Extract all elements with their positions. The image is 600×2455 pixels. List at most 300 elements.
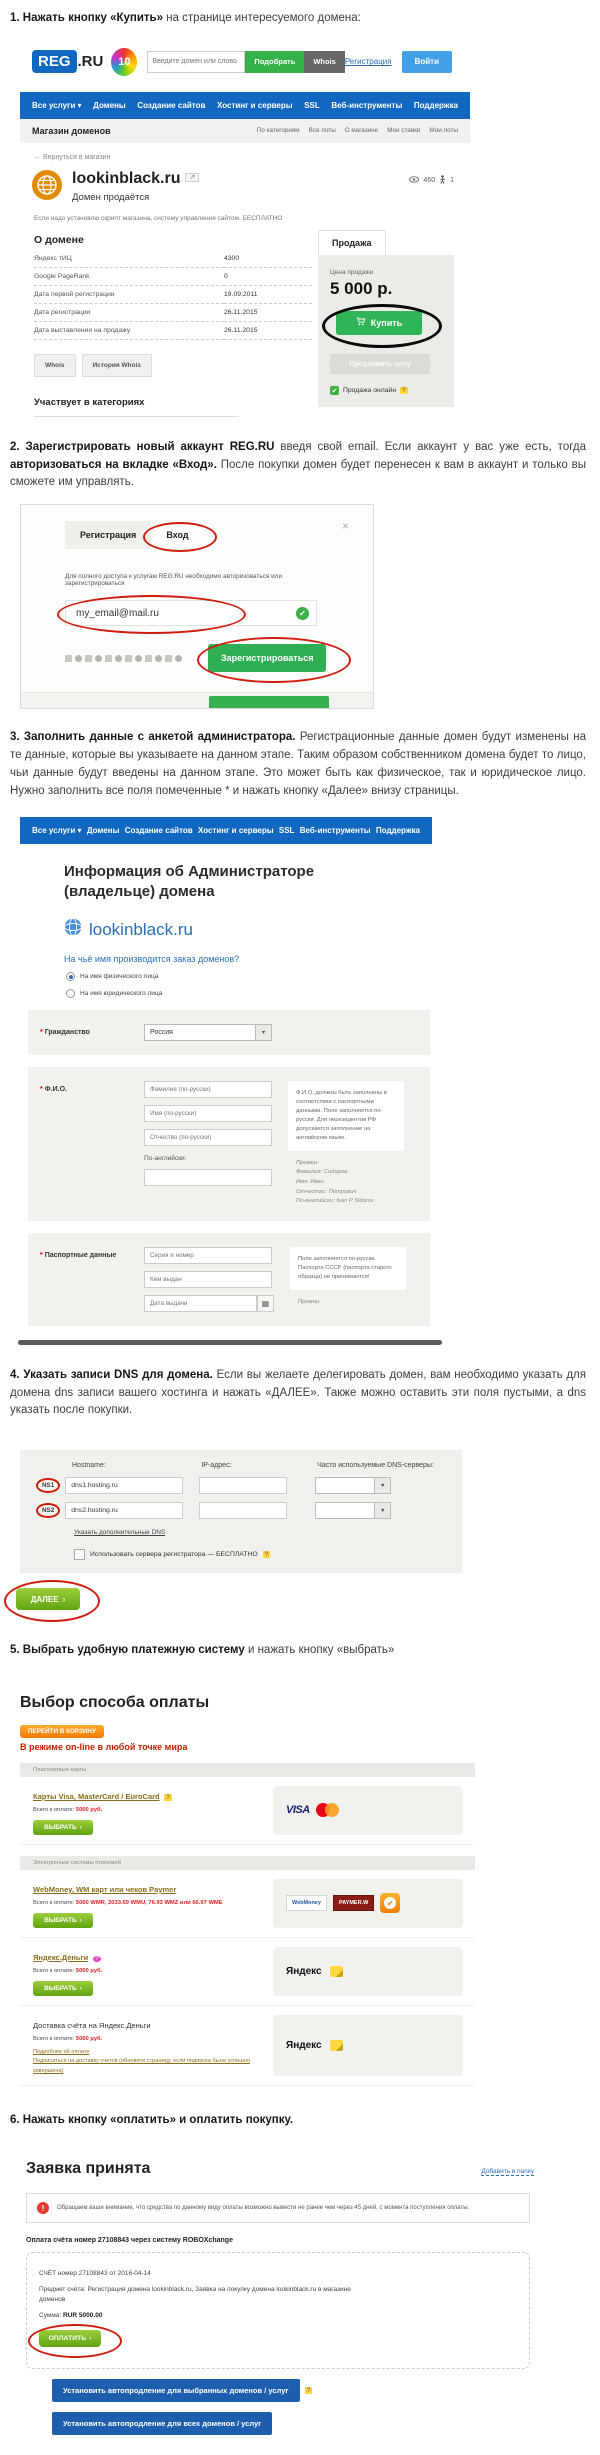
autorenew-all-row [26,2412,600,2435]
patronymic-field[interactable] [144,1129,272,1146]
example-label: Пример: [296,1159,319,1166]
about-domain-title: О домене [34,233,84,246]
ns2-hostname-input[interactable] [65,1502,183,1519]
domain-globe-icon [32,170,62,200]
bill-subject-line: Предмет счёта: Регистрация домена lookinblack.ru, Заявка на покупку домена lookinblack.ru в магазине доменов [39,2286,351,2303]
sale-column [318,230,454,417]
select-arrow-icon: ▼ [374,1503,390,1518]
regru-logo[interactable] [32,50,103,73]
sale-tab[interactable]: Продажа [318,230,386,255]
citizenship-section [28,1010,430,1055]
nav-ssl[interactable]: SSL [278,825,295,835]
horizontal-scrollbar[interactable] [18,1340,442,1345]
table-row [34,267,312,285]
registrar-servers-label: Использовать сервера регистратора — БЕСПЛАТНО [90,1551,258,1559]
payment-details-link[interactable]: Подробнее об оплате [33,2048,90,2055]
firstname-field[interactable] [144,1105,272,1122]
help-question-icon[interactable]: ? [264,1551,269,1559]
radio-individual-label: На имя физического лица [80,973,159,980]
ns1-circled-label: NS1 [36,1478,60,1493]
online-sale-row [330,386,442,395]
table-row [34,321,312,339]
step-2-instruction [10,439,586,492]
eye-icon [409,176,419,185]
info-label: Яндекс тИЦ [34,250,224,268]
add-to-folder-link[interactable]: Добавить в папку [481,2168,534,2176]
registration-link[interactable]: Регистрация [344,57,392,67]
nav-site-creation[interactable]: Создание сайтов [124,825,193,835]
autorenew-selected-row [26,2379,600,2402]
step-4-bold: 4. Указать записи DNS для домена. [10,1368,213,1381]
social-login-icon[interactable] [75,655,82,662]
whois-history-button[interactable]: История Whois [82,354,152,377]
registrar-servers-checkbox[interactable] [74,1549,85,1560]
passport-serial-field[interactable] [144,1247,272,1264]
step-2-bold1: 2. Зарегистрировать новый аккаунт REG.RU [10,440,275,453]
sum-value: RUR 5000.00 [63,2311,103,2319]
ns2-circled-label: NS2 [36,1503,60,1518]
surname-field[interactable] [144,1081,272,1098]
yandex-invoice-total [33,2036,273,2042]
passport-label-text: Паспортные данные [44,1251,117,1259]
webmoney-logo: WebMoney [286,1895,327,1911]
external-link-icon[interactable]: ↗ [185,173,199,182]
admin-domain-row [64,918,600,941]
exclamation-icon: ! [37,2202,49,2214]
social-login-icon[interactable] [165,655,172,662]
valid-check-icon: ✔ [296,607,309,620]
radio-individual[interactable] [66,972,600,981]
calendar-icon[interactable]: ▦ [257,1295,274,1312]
required-asterisk: * [40,1086,43,1093]
sum-label: Сумма: [39,2311,62,2319]
group-plastic-cards: Пластиковые карты [20,1763,475,1777]
yandex-logo: Яндекс [286,2040,322,2052]
domain-status: Домен продаётся [72,191,150,203]
nav-hosting[interactable]: Хостинг и серверы [216,100,293,110]
shop-title: Магазин доменов [32,125,111,136]
social-login-icon[interactable] [105,655,112,662]
autorenew-selected-button[interactable]: Установить автопродление для выбранных доменов / услуг [52,2379,300,2402]
info-value: 19.09.2011 [224,285,312,303]
buy-button[interactable] [336,311,422,335]
yandex-question-icon[interactable]: ? [93,1956,101,1962]
total-label: Всего к оплате: [33,1806,75,1813]
step-1-instruction [10,10,586,28]
passport-help-text: Поле заполняется по-русски. Паспорта СССР (паспорта старого образца) не принимаются! [290,1247,406,1290]
categories-title: Участвует в категориях [34,397,239,417]
step-4-rest: Если вы желаете делегировать домен, вам необходимо указать для домена dns записи вашего хостинга и нажать «ДАЛЕЕ». Также можно оставить эти поля пустыми, а dns указать после покупки. [10,1368,586,1417]
globe-icon [64,918,82,941]
pay-button-area [39,2330,129,2356]
yandex-total [33,1968,273,1974]
back-to-shop-link[interactable] [34,154,600,161]
info-value: 26.11.2015 [224,303,312,321]
auth-area [345,51,452,73]
next-arrow-icon: › [79,1916,82,1924]
admin-form-title: Информация об Администраторе (владельце) домена [64,862,315,900]
total-price: 5000 WMR, 2033.59 WMU, 76.93 WMZ или 66.97 WME [75,1899,223,1906]
select-label: ВЫБРАТЬ [44,1984,77,1992]
sale-panel [318,255,454,408]
sale-price: 5 000 р. [330,278,393,298]
total-price: 5000 руб. [75,2035,103,2042]
visa-logo: VISA [286,1804,310,1817]
passport-date-field[interactable] [144,1295,257,1312]
step-2-text1: введя свой email. Если аккаунт у вас уже есть, тогда [274,440,586,453]
seller-note: Если надо установлю скрипт магазина, систему управления сайтом. БЕСПЛАТНО [34,214,283,222]
invoice-screenshot [0,2160,600,2435]
example-line: Имя: Иван [296,1179,324,1186]
info-value: 26.11.2015 [224,321,312,339]
social-login-icon[interactable] [85,655,92,662]
select-label: ВЫБРАТЬ [44,1823,77,1831]
webmoney-total [33,1900,273,1906]
step-3-instruction [10,729,586,800]
social-login-icon[interactable] [135,655,142,662]
select-yandex-button[interactable] [33,1981,93,1996]
required-asterisk: * [40,1251,43,1259]
ns1-ip-input[interactable] [199,1477,287,1494]
radio-legal-entity[interactable] [66,989,600,998]
nav-domains[interactable]: Домены [86,825,120,835]
autorenew-all-button[interactable]: Установить автопродление для всех доменов / услуг [52,2412,272,2435]
register-button-area [208,644,326,672]
yandex-invoice-info [33,2015,273,2077]
select-arrow-icon: ▼ [374,1478,390,1493]
domain-info-column [34,222,318,417]
visa-method-link[interactable]: Карты Visa, MasterCard / EuroCard [33,1791,160,1801]
invoice-payment-heading: Оплата счёта номер 27108843 через систему ROBOXchange [26,2237,233,2245]
total-price: 5000 руб. [75,1967,103,1974]
main-nav [20,92,470,119]
info-value: 4300 [224,250,312,268]
yandex-logo-box [273,2015,463,2077]
info-label: Дата выставления на продажу [34,321,224,339]
select-arrow-icon: ▼ [255,1025,271,1040]
regru-domain-page-screenshot [0,36,600,417]
payment-method-yandex [20,1938,475,2006]
logo-reg-text: REG [32,50,77,73]
social-login-icon[interactable] [175,655,182,662]
social-login-icons [65,655,182,662]
passport-section [28,1233,430,1326]
yandex-wallet-icon [330,1966,343,1977]
nav-all-services-label: Все услуги [32,825,76,835]
step-4-instruction [10,1367,586,1420]
payment-warning [26,2193,530,2223]
total-label: Всего к оплате: [33,1899,75,1906]
next-button[interactable] [16,1588,80,1610]
payment-method-visa [20,1777,475,1845]
fio-example [296,1159,404,1207]
payment-method-yandex-invoice [20,2006,475,2087]
paymer-logo: PAYMER.W [333,1895,374,1911]
nav-all-services[interactable] [32,101,82,110]
tab-login-wrap [151,521,203,549]
go-to-cart-button[interactable]: ПЕРЕЙТИ В КОРЗИНУ [20,1725,104,1738]
step-2-bold2: авторизоваться на вкладке «Вход». [10,458,217,471]
fio-help-column [288,1081,404,1207]
dns-servers-header: Часто используемые DNS-серверы: [317,1462,434,1470]
modal-tabs [65,521,373,549]
page-bottom-spacer [0,2435,600,2455]
email-input[interactable] [74,607,248,620]
english-label: По-английски: [144,1155,187,1162]
whois-buttons [34,354,318,377]
citizenship-select[interactable] [144,1024,272,1041]
step-3-rest: Регистрационные данные домен будут изменены на те данные, которые вы указываете на данном этапе. Таким образом собственником домена будет то лицо, чьи данные будут введены на данном этапе. Это может быть как физическое, так и юридическое лицо. Нужно заполнить все поля помеченные * и нажать кнопку «Далее» внизу страницы. [10,731,586,797]
yandex-wallet-icon [330,2040,343,2051]
help-question-icon[interactable]: ? [306,2387,311,2395]
check-glyph: ✔ [384,1897,396,1909]
bill-sum-line [39,2311,359,2321]
domain-header [32,170,454,203]
cart-icon [356,317,366,328]
pick-domain-button[interactable]: Подобрать [245,51,304,73]
ip-header: IP-адрес: [201,1462,232,1470]
next-arrow-icon: › [89,2335,92,2343]
back-to-shop-label: Вернуться в магазин [42,153,111,161]
info-label: Дата первой регистрации [34,285,224,303]
anniversary-badge-icon [111,48,137,76]
passport-issued-field[interactable] [144,1271,272,1288]
offer-price-button[interactable]: Предложить цену [330,354,430,374]
webmoney-method-link[interactable]: WebMoney, WM карт или чеков Paymer [33,1884,177,1894]
online-note: В режиме on-line в любой точке мира [20,1741,188,1752]
social-login-icon[interactable] [155,655,162,662]
total-price: 5000 руб. [75,1806,103,1813]
ns1-hostname-input[interactable] [65,1477,183,1494]
close-icon[interactable]: × [341,519,349,534]
nav-support[interactable]: Поддержка [375,825,420,835]
visa-mc-logos [273,1786,463,1835]
nav-hosting[interactable]: Хостинг и серверы [198,825,274,835]
invoice-links [33,2048,263,2077]
passport-date-row [144,1295,274,1312]
nav-all-services-label: Все услуги [32,100,76,110]
step-3-bold: 3. Заполнить данные с анкетой администратора. [10,731,296,744]
ns2-common-dns-select[interactable] [315,1502,391,1519]
nav-all-services[interactable] [32,826,82,835]
citizenship-value: Россия [150,1029,173,1036]
passport-inputs [144,1247,274,1312]
nav-domains[interactable]: Домены [93,100,126,110]
select-webmoney-button[interactable] [33,1913,93,1928]
ns2-ip-input[interactable] [199,1502,287,1519]
tab-registration[interactable]: Регистрация [65,521,151,549]
domain-info-table [34,250,312,340]
radio-legal-label: На имя юридического лица [80,990,163,997]
views-count: 460 [423,176,436,184]
fio-label-text: Ф.И.О. [44,1086,67,1093]
registrar-servers-row [74,1549,462,1560]
back-arrow-icon: ← [34,153,41,161]
email-field [65,600,317,626]
modal-underlay [21,692,373,708]
visa-method-info [33,1786,273,1835]
buy-button-area [330,311,442,341]
payment-method-webmoney [20,1870,475,1938]
login-button[interactable]: Войти [402,51,452,73]
nav-web-tools[interactable]: Веб-инструменты [331,100,403,110]
nav-support[interactable]: Поддержка [413,100,458,110]
payment-title: Выбор способа оплаты [20,1693,210,1711]
passport-example-label: Пример: [298,1298,321,1305]
example-line: По-английски: Ivan P Sidorov [296,1198,374,1205]
regru-header [32,36,452,88]
nav-site-creation[interactable]: Создание сайтов [137,100,206,110]
whois-header-button[interactable]: Whois [304,51,345,73]
citizenship-label-text: Гражданство [44,1029,90,1036]
caret-down-icon: ▾ [77,100,82,110]
tab-login[interactable]: Вход [166,530,189,541]
fio-inputs [144,1081,272,1186]
pay-button[interactable] [39,2330,101,2347]
visa-total [33,1807,273,1813]
fio-help-text: Ф.И.О. должны быть заполнены в соответствии с паспортными данными. Поле заполняется по-русски. Для нерезидентов РФ допускается заполнение на английском языке. [288,1081,404,1151]
bidder-icon [439,175,446,186]
domain-search [147,51,344,73]
ns1-common-dns-select[interactable] [315,1477,391,1494]
subnav-by-category[interactable]: По категориям [256,127,300,135]
social-login-icon[interactable] [65,655,72,662]
pay-button-label: ОПЛАТИТЬ [48,2335,87,2343]
yandex-logo: Яндекс [286,1965,322,1977]
dns-panel [20,1450,462,1573]
step-5-instruction [10,1642,586,1660]
dns-headers [36,1462,462,1469]
shop-subnav [20,119,470,143]
total-label: Всего к оплате: [33,2035,75,2042]
warning-text: Обращаем ваше внимание, что средства по данному виду оплаты возможно вывести не ранее чем через 45 дней, с момента поступления оплаты. [57,2205,470,2212]
logo-ru-text: .RU [77,53,104,71]
next-arrow-icon: › [79,1984,82,1992]
select-visa-button[interactable] [33,1820,93,1835]
caret-down-icon: ▾ [77,825,82,835]
yandex-logo-box [273,1947,463,1996]
subnav-my-lots[interactable]: Мои лоты [429,127,458,135]
table-row [34,250,312,268]
fio-section [28,1067,430,1221]
social-login-icon[interactable] [95,655,102,662]
fio-label [40,1081,144,1093]
step-6-bold: 6. Нажать кнопку «оплатить» и оплатить покупку. [10,2114,294,2127]
modal-bottom-row [65,644,373,672]
dns-form-screenshot [0,1450,600,1616]
info-value: 0 [224,267,312,285]
main-nav [20,817,432,844]
whois-button[interactable]: Whois [34,354,76,377]
yandex-method-link[interactable]: Яндекс.Деньги [33,1952,89,1962]
background-button-fragment [209,696,329,708]
verified-check-icon [380,1893,400,1913]
check-icon: ✔ [331,387,338,395]
more-dns-link[interactable]: Указать дополнительные DNS [74,1529,166,1537]
info-label: Дата регистрации [34,303,224,321]
citizenship-label [40,1024,144,1036]
radio-unselected-icon[interactable] [66,989,75,998]
ns1-row [36,1477,462,1494]
select-label: ВЫБРАТЬ [44,1916,77,1924]
table-row [34,285,312,303]
example-line: Фамилия: Сидоров [296,1169,348,1176]
domain-search-input[interactable] [147,51,245,73]
example-line: Отчество: Петрович [296,1188,357,1195]
nav-web-tools[interactable]: Веб-инструменты [299,825,371,835]
domain-stats [409,170,454,186]
english-name-field[interactable] [144,1169,272,1186]
mastercard-logo [316,1803,340,1818]
webmoney-method-info [33,1879,273,1928]
ns2-row [36,1502,462,1519]
passport-label [40,1247,144,1259]
invoice-box [26,2252,530,2369]
step-6-instruction [10,2112,586,2130]
price-label: Цена продажи [330,268,374,276]
order-name-question: На чьё имя производится заказ доменов? [64,954,240,964]
next-button-label: ДАЛЕЕ [30,1594,59,1604]
webmoney-logos [273,1879,463,1928]
domain-body [34,222,454,417]
help-question-icon[interactable]: ? [402,387,406,395]
social-login-icon[interactable] [115,655,122,662]
payment-selection-screenshot [0,1694,600,2087]
subnav-about-shop[interactable]: О магазине [344,127,379,135]
subnav-all-lots[interactable]: Все лоты [308,127,336,135]
admin-form-screenshot [0,817,600,1345]
radio-selected-icon[interactable] [66,972,75,981]
help-question-icon[interactable]: ? [166,1793,170,1801]
domain-name: lookinblack.ru [72,169,181,187]
social-login-icon[interactable] [145,655,152,662]
register-button[interactable]: Зарегистрироваться [208,644,326,672]
step-5-bold: 5. Выбрать удобную платежную систему [10,1644,245,1657]
yandex-invoice-name: Доставка счёта на Яндекс.Деньги [33,2020,151,2030]
shop-subnav-links [257,127,458,134]
group-electronic: Электронные системы платежей [20,1856,475,1870]
passport-help-column [290,1247,406,1308]
signup-modal-screenshot [20,504,374,709]
info-label: Google PageRank [34,267,224,285]
step-5-rest: и нажать кнопку «выбрать» [244,1644,395,1657]
invoice-title-row [26,2160,534,2178]
bids-count: 1 [450,176,454,184]
badge-number: 10 [118,55,131,68]
next-button-area [16,1588,96,1616]
buy-button-label: Купить [370,317,403,328]
subscribe-invoices-link[interactable]: Подписаться на доставку счетов (обновите страницу, если подписка была успешно завершена) [33,2058,250,2074]
step-1-bold: 1. Нажать кнопку «Купить» [10,12,164,24]
bill-number-line: СЧЁТ номер 27108843 от 2016-04-14 [39,2270,151,2278]
modal-info-text: Для полного доступа к услугам REG.RU необходимо авторизоваться или зарегистрироваться [65,573,283,588]
social-login-icon[interactable] [125,655,132,662]
tutorial-page [0,10,600,2455]
online-sale-label: Продажа онлайн [343,387,397,395]
domain-title-block [72,170,199,203]
next-arrow-icon: › [79,1823,82,1831]
invoice-title: Заявка принята [26,2160,151,2178]
step-2-text2: После покупки домен будет перенесен к вам в аккаунт и только вы сможете им управлять. [10,458,586,489]
step-1-rest: на странице интересуемого домена: [163,12,361,24]
table-row [34,303,312,321]
subnav-my-bids[interactable]: Мои ставки [387,127,421,135]
nav-ssl[interactable]: SSL [304,100,320,110]
admin-domain-name: lookinblack.ru [89,919,193,939]
total-label: Всего к оплате: [33,1967,75,1974]
hostname-header: Hostname: [72,1462,106,1470]
next-arrow-icon: › [62,1594,66,1604]
